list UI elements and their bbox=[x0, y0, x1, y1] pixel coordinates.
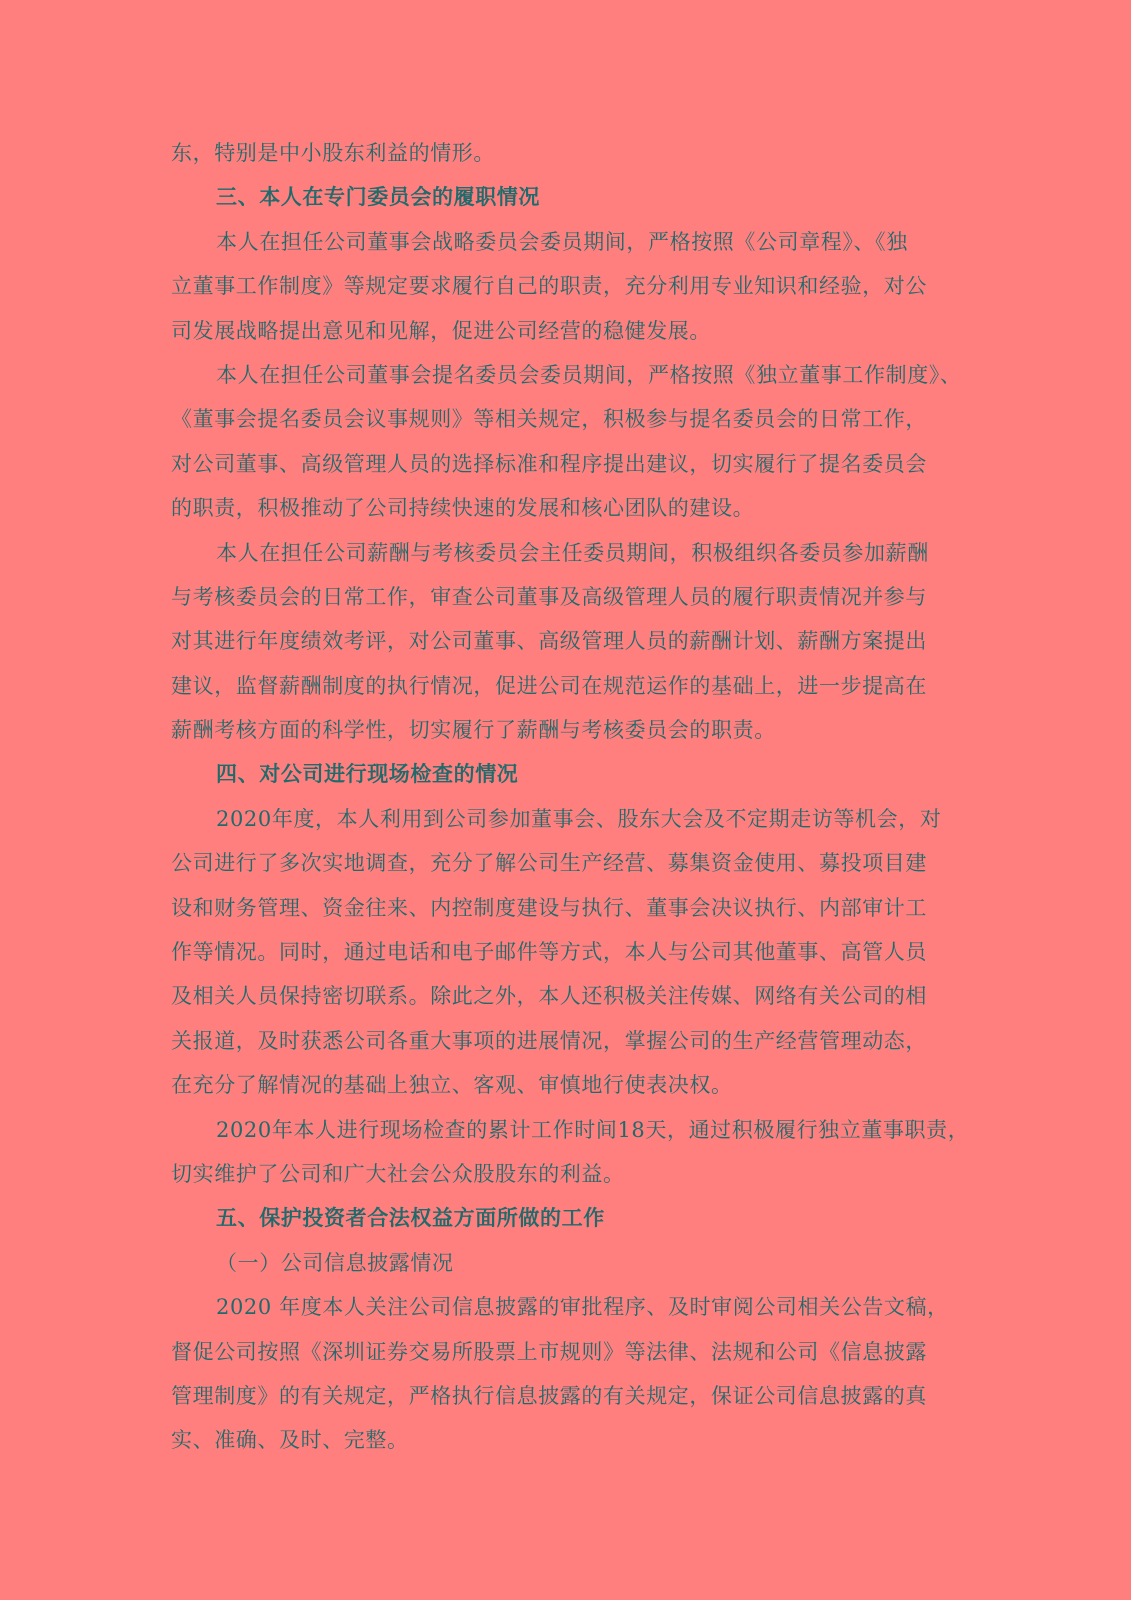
body-line: 切实维护了公司和广大社会公众股股东的利益。 bbox=[171, 1161, 625, 1186]
body-line: 《董事会提名委员会议事规则》等相关规定，积极参与提名委员会的日常工作， bbox=[171, 407, 927, 432]
body-line: 对公司董事、高级管理人员的选择标准和程序提出建议，切实履行了提名委员会 bbox=[171, 451, 927, 476]
body-line: 作等情况。同时，通过电话和电子邮件等方式，本人与公司其他董事、高管人员 bbox=[171, 940, 927, 965]
body-line: 薪酬考核方面的科学性，切实履行了薪酬与考核委员会的职责。 bbox=[171, 718, 776, 743]
sub-heading-1: （一）公司信息披露情况 bbox=[216, 1250, 454, 1275]
body-line: 建议，监督薪酬制度的执行情况，促进公司在规范运作的基础上，进一步提高在 bbox=[171, 673, 927, 698]
paragraph-first-line: 2020年本人进行现场检查的累计工作时间18天，通过积极履行独立董事职责， bbox=[216, 1117, 970, 1142]
paragraph-first-line: 2020 年度本人关注公司信息披露的审批程序、及时审阅公司相关公告文稿， bbox=[216, 1295, 949, 1320]
paragraph-first-line: 2020年度，本人利用到公司参加董事会、股东大会及不定期走访等机会，对 bbox=[216, 806, 942, 831]
paragraph-first-line: 本人在担任公司董事会提名委员会委员期间，严格按照《独立董事工作制度》、 bbox=[216, 362, 962, 387]
body-line: 设和财务管理、资金往来、内控制度建设与执行、董事会决议执行、内部审计工 bbox=[171, 895, 927, 920]
body-line: 公司进行了多次实地调查，充分了解公司生产经营、募集资金使用、募投项目建 bbox=[171, 851, 927, 876]
body-line: 与考核委员会的日常工作，审查公司董事及高级管理人员的履行职责情况并参与 bbox=[171, 584, 927, 609]
body-line: 东，特别是中小股东利益的情形。 bbox=[171, 141, 495, 165]
section-heading-4: 四、对公司进行现场检查的情况 bbox=[216, 762, 519, 787]
body-line: 实、准确、及时、完整。 bbox=[171, 1428, 409, 1453]
section-heading-5: 五、保护投资者合法权益方面所做的工作 bbox=[216, 1206, 605, 1231]
body-line: 在充分了解情况的基础上独立、客观、审慎地行使表决权。 bbox=[171, 1073, 733, 1098]
paragraph-first-line: 本人在担任公司董事会战略委员会委员期间，严格按照《公司章程》、《独 bbox=[216, 229, 908, 254]
body-line: 督促公司按照《深圳证券交易所股票上市规则》等法律、法规和公司《信息披露 bbox=[171, 1339, 927, 1364]
body-line: 管理制度》的有关规定，严格执行信息披露的有关规定，保证公司信息披露的真 bbox=[171, 1383, 927, 1408]
body-line: 对其进行年度绩效考评，对公司董事、高级管理人员的薪酬计划、薪酬方案提出 bbox=[171, 629, 927, 654]
body-line: 的职责，积极推动了公司持续快速的发展和核心团队的建设。 bbox=[171, 496, 755, 521]
body-line: 司发展战略提出意见和见解，促进公司经营的稳健发展。 bbox=[171, 318, 711, 343]
body-line: 立董事工作制度》等规定要求履行自己的职责，充分利用专业知识和经验，对公 bbox=[171, 274, 927, 299]
body-line: 关报道，及时获悉公司各重大事项的进展情况，掌握公司的生产经营管理动态， bbox=[171, 1028, 927, 1053]
body-line: 及相关人员保持密切联系。除此之外，本人还积极关注传媒、网络有关公司的相 bbox=[171, 984, 927, 1009]
paragraph-first-line: 本人在担任公司薪酬与考核委员会主任委员期间，积极组织各委员参加薪酬 bbox=[216, 540, 929, 565]
section-heading-3: 三、本人在专门委员会的履职情况 bbox=[216, 185, 540, 210]
